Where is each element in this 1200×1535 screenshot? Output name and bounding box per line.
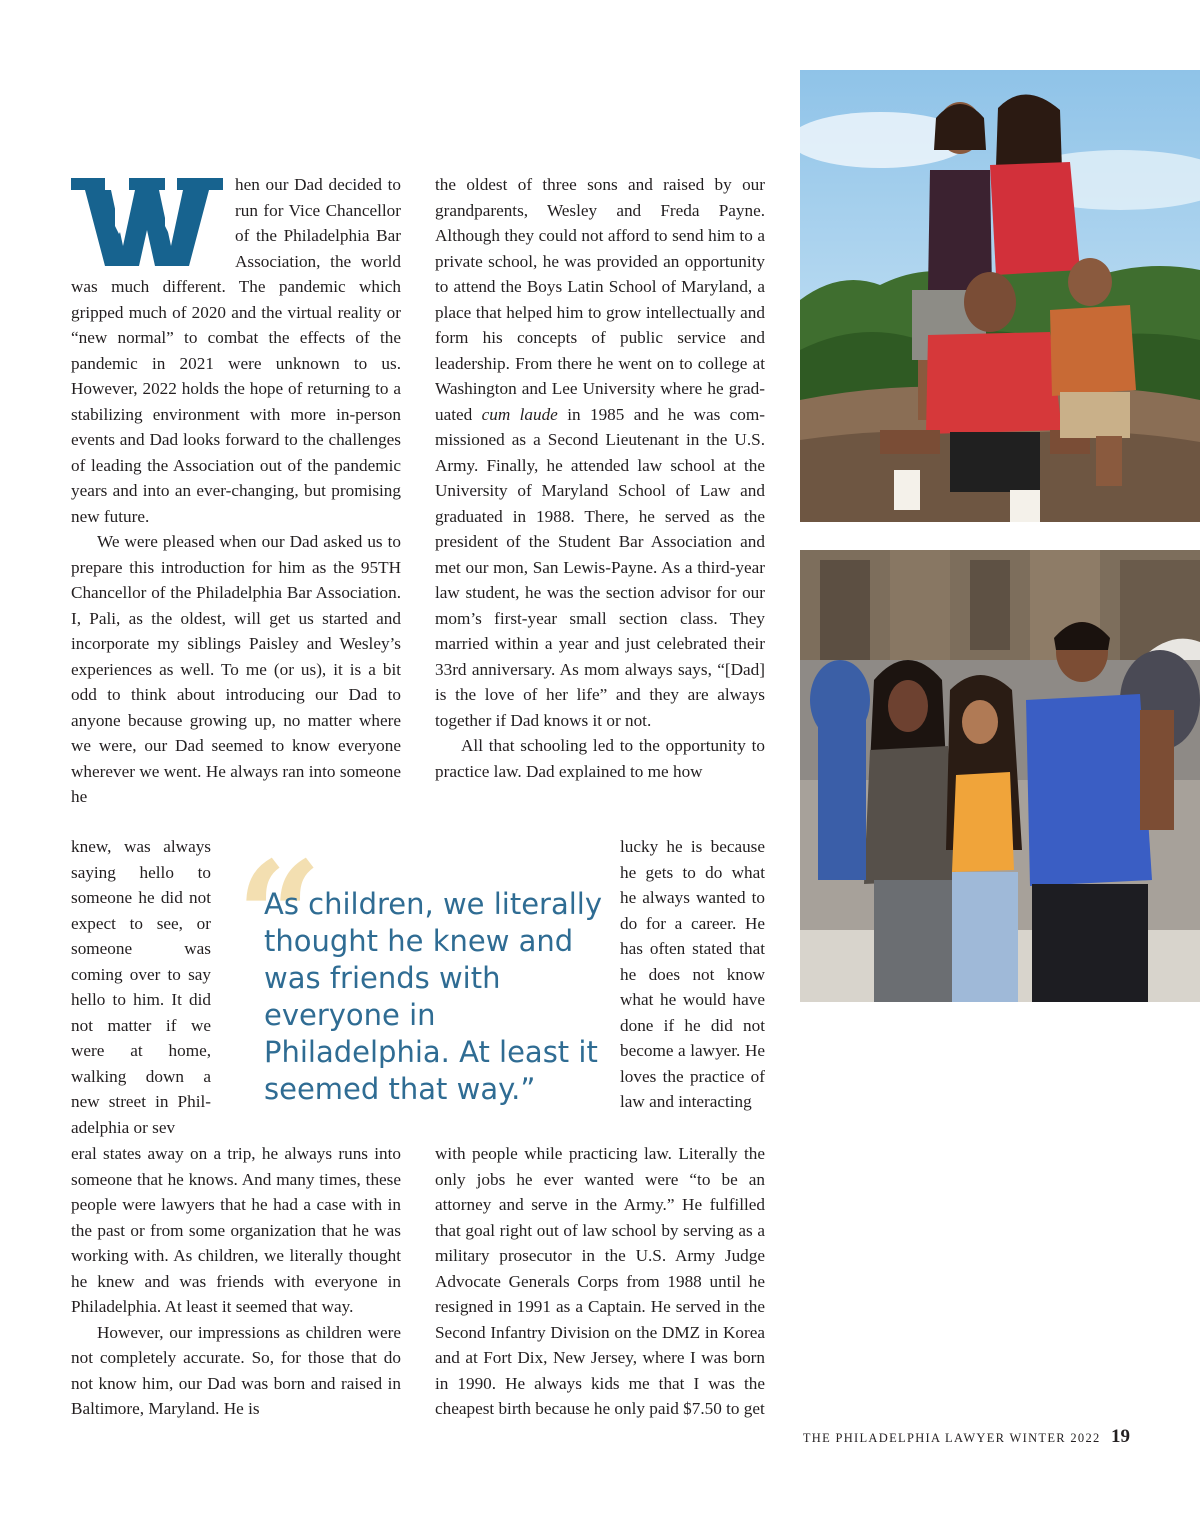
article-column-1-lower [71,1141,401,1422]
paragraph-introduction: We were pleased when our Dad asked us to prepare this introduction for him as the 95TH Chancellor of the Philadelphia Bar Association. I, Pali, as the oldest, will get us started and incorporate my siblings Paisley and Wesley’s experiences as well. To me (or us), it is a bit odd to think about introducing our Dad to anyone because growing up, no matter where we were, our Dad seemed to know everyone wherever we went. He always ran into someone he [71,532,401,806]
paragraph-introduction-cont: knew, was always saying hello to someone he did not expect to see, or someone was coming over to say hello to him. It did not matter if we were at home, walking down a new street in Philadelphia or sev [71,837,211,1137]
siblings-photo-city [800,550,1200,1002]
intro-paragraph: hen our Dad decided to run for Vice Chancellor of the Philadelphia Bar Association, the world was much different. The pandemic which gripped much of 2020 and the virtual reality or “new normal” to combat the effects of the pandemic in 2021 were unknown to us. However, 2022 holds the hope of returning to a stabilizing environment with more in-person events and Dad looks forward to the challenges of leading the Association out of the pandemic years and into an ever-changing, but promising new future. [71,175,401,526]
article-column-2-narrow [620,834,765,1115]
paragraph-practice: All that schooling led to the opportunity to practice law. Dad explained to me how [435,736,765,781]
paragraph-practice-end: with people while practicing law. Literally the only jobs he ever wanted were “to be an attorney and serve in the Army.” He fulfilled that goal right out of law school by serving as a military prosecutor in the U.S. Army Judge Advocate Generals Corps from 1988 until he resigned in 1991 as a Captain. He served in the Second Infantry Division on the DMZ in Korea and at Fort Dix, New Jersey, where I was born in 1990. He always kids me that I was the cheapest birth because he only paid $7.50 to get [435,1144,765,1418]
paragraph-practice-cont: lucky he is because he gets to do what he always wanted to do for a career. He has often stated that he does not know what he would have done if he did not become a lawyer. He loves the practice of law and interacting [620,837,765,1111]
pull-quote [236,829,606,1116]
drop-cap-w [71,174,223,266]
page-number: 19 [1111,1426,1130,1447]
cum-laude-text: cum laude [481,404,558,424]
article-column-1 [71,172,401,810]
issue-date: WINTER 2022 [1009,1431,1101,1445]
publication-name: THE PHILADELPHIA LAWYER [802,1431,1006,1445]
article-column-2-lower [435,1141,765,1422]
page-footer [803,1426,1130,1448]
family-photo-outdoors [800,70,1200,522]
pull-quote-text: As children, we literally thought he knew and was friends with everyone in Philadelphia. At least it seemed that way.” [264,887,603,1106]
paragraph-impressions: However, our impressions as children were not completely accurate. So, for those that do not know him, our Dad was born and raised in Baltimore, Maryland. He is [71,1322,401,1418]
paragraph-introduction-end: eral states away on a trip, he always runs into someone that he knows. And many times, these people were lawyers that he had a case with in the past or from some organization that he was working with. As children, we literally thought he knew and was friends with everyone in Philadelphia. At least it seemed that way. [71,1144,401,1316]
article-column-2 [435,172,765,784]
paragraph-background [435,172,765,733]
article-column-1-narrow [71,834,211,1140]
quote-mark-icon: “ [236,829,323,1005]
background-text-b: in 1985 and he was commissioned as a Second Lieutenant in the U.S. Army. Finally, he attended law school at the University of Maryland School of Law and graduated in 1988. There, he served as the president of the Student Bar Association and met our mon, San Lewis-Payne. As a third-year law student, he was the section advisor for our mom’s first-year small section class. They married within a year and just celebrated their 33rd anniversary. As mom always says, “[Dad] is the love of her life” and they are always together if Dad knows it or not. [435,404,765,730]
background-text-a: the oldest of three sons and raised by our grandparents, Wesley and Freda Payne. Although they could not afford to send him to a private school, he was provided an opportunity to attend the Boys Latin School of Maryland, a place that helped him to grow intellectually and form his concepts of public service and leadership. From there he went on to college at Washington and Lee University where he graduated [435,175,765,424]
